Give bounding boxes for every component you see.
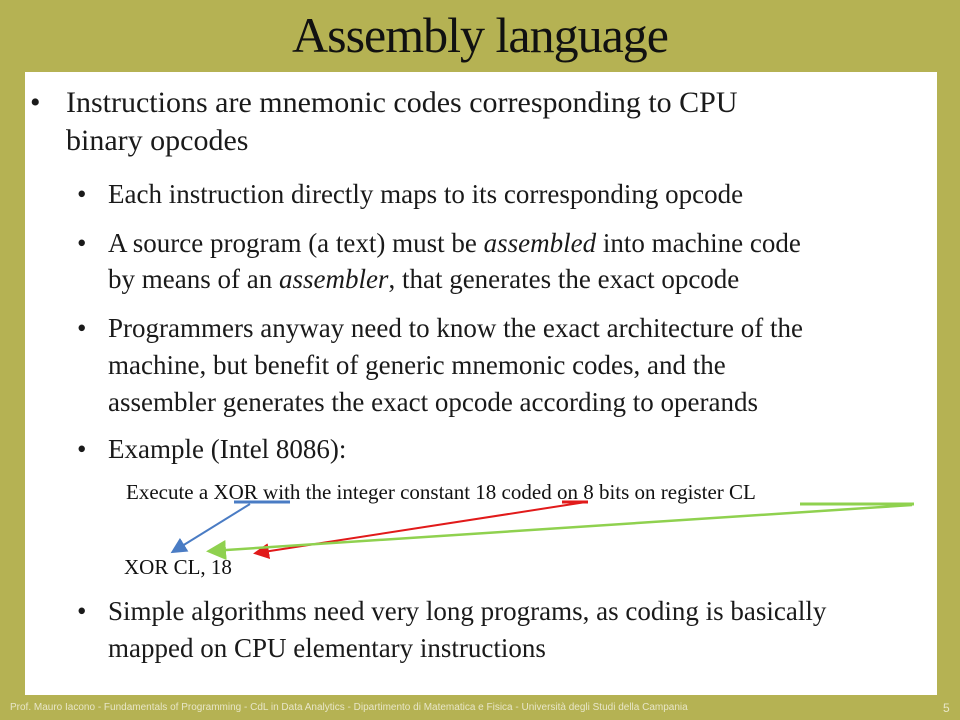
- bullet-marker: •: [30, 86, 41, 119]
- bullet-3-line-1: A source program (a text) must be assembled into machine code: [108, 228, 801, 258]
- example-description: Execute a XOR with the integer constant 18 coded on 8 bits on register CL: [126, 480, 756, 504]
- bullet-marker: •: [77, 596, 87, 626]
- bullet-marker: •: [77, 179, 87, 209]
- bullet-2-line-1: Each instruction directly maps to its corresponding opcode: [108, 179, 744, 209]
- bullet-5-line-1: Example (Intel 8086):: [108, 434, 347, 464]
- page-number: 5: [943, 701, 950, 715]
- register-arrow: [211, 505, 912, 551]
- bullet-marker: •: [77, 434, 87, 464]
- slide-title: Assembly language: [292, 7, 668, 63]
- bullet-marker: •: [77, 313, 87, 343]
- example-code: XOR CL, 18: [124, 555, 232, 579]
- bullet-marker: •: [77, 228, 87, 258]
- bullet-6-line-1: Simple algorithms need very long programs, as coding is basically: [108, 596, 827, 626]
- bullet-4-line-2: machine, but benefit of generic mnemonic codes, and the: [108, 350, 726, 380]
- bullet-1-line-2: binary opcodes: [66, 124, 249, 157]
- bullet-4-line-3: assembler generates the exact opcode according to operands: [108, 387, 758, 417]
- bullet-1-line-1: Instructions are mnemonic codes corresponding to CPU: [66, 86, 738, 119]
- bullet-4-line-1: Programmers anyway need to know the exact architecture of the: [108, 313, 803, 343]
- xor-arrow: [174, 504, 250, 551]
- bullet-3-line-2: by means of an assembler, that generates the exact opcode: [108, 264, 740, 294]
- footer-text: Prof. Mauro Iacono - Fundamentals of Programming - CdL in Data Analytics - Dipartimento di Matematica e Fisica - Università degli Studi della Campania: [10, 702, 688, 713]
- bullet-6-line-2: mapped on CPU elementary instructions: [108, 633, 546, 663]
